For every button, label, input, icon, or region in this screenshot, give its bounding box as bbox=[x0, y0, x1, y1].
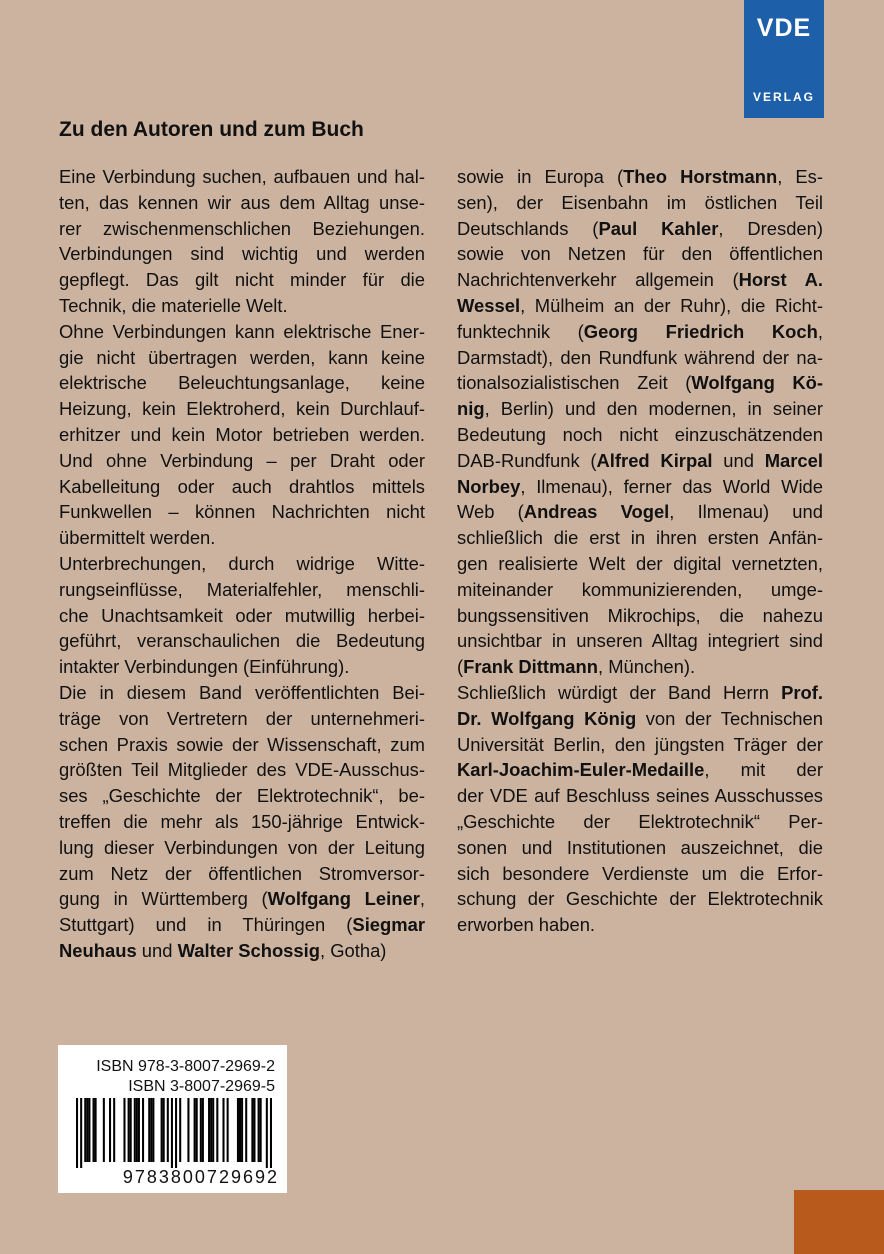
author-name: Wolfgang Leiner bbox=[267, 888, 420, 910]
text-run: miteinander kommunizierenden, umge- bbox=[457, 578, 823, 600]
text-line bbox=[59, 190, 425, 216]
barcode-bar bbox=[253, 1098, 255, 1162]
isbn-barcode bbox=[58, 1045, 287, 1193]
text-line bbox=[59, 732, 425, 758]
barcode-bar bbox=[187, 1098, 189, 1162]
text-line bbox=[59, 680, 425, 706]
barcode-bar bbox=[138, 1098, 140, 1162]
barcode-bar bbox=[258, 1098, 260, 1162]
author-name: Prof. bbox=[781, 681, 823, 703]
barcode-bar bbox=[237, 1098, 239, 1162]
text-line bbox=[59, 474, 425, 500]
text-column-right bbox=[457, 164, 823, 938]
text-run: , Mülheim an der Ruhr), die Richt- bbox=[520, 294, 823, 316]
isbn-10: ISBN 3-8007-2969-5 bbox=[128, 1078, 275, 1095]
text-line bbox=[59, 422, 425, 448]
logo-subtitle: VERLAG bbox=[752, 90, 815, 104]
text-line bbox=[457, 499, 823, 525]
author-name: Siegmar bbox=[352, 914, 425, 936]
text-line bbox=[59, 216, 425, 242]
text-line bbox=[457, 628, 823, 654]
barcode-bar bbox=[161, 1098, 163, 1162]
text-run: Verbindungen sind wichtig und werden bbox=[59, 243, 425, 265]
text-line bbox=[59, 448, 425, 474]
text-run: zum Netz der öffentlichen Stromversor- bbox=[59, 862, 425, 884]
author-name: Paul Kahler bbox=[598, 217, 719, 239]
text-run: , mit der bbox=[704, 759, 823, 781]
text-run: von der Technischen bbox=[636, 707, 823, 729]
text-run: größten Teil Mitglieder des VDE-Ausschus- bbox=[59, 759, 425, 781]
author-name: Marcel bbox=[764, 449, 823, 471]
text-run: Schließlich würdigt der Band Herrn bbox=[457, 681, 782, 703]
author-name: Georg Friedrich Koch bbox=[583, 320, 818, 342]
barcode-bar bbox=[196, 1098, 198, 1162]
barcode-bar bbox=[80, 1098, 82, 1168]
text-line bbox=[59, 654, 425, 680]
text-run: treffen die mehr als 150-jährige Entwick- bbox=[59, 810, 425, 832]
barcode-bar bbox=[103, 1098, 105, 1162]
text-run: ses „Geschichte der Elektrotechnik“, be- bbox=[59, 785, 425, 807]
barcode-bar bbox=[241, 1098, 243, 1162]
author-name: Andreas Vogel bbox=[523, 501, 670, 523]
barcode-bar bbox=[136, 1098, 138, 1162]
text-run: Eine Verbindung suchen, aufbauen und hal- bbox=[59, 166, 425, 187]
text-line bbox=[457, 319, 823, 345]
logo-mark: VDE bbox=[756, 14, 812, 42]
text-line bbox=[457, 680, 823, 706]
barcode-bar bbox=[260, 1098, 262, 1162]
text-run: gen realisierte Welt der digital vernetzten, bbox=[457, 552, 823, 574]
text-line bbox=[59, 861, 425, 887]
barcode-bar bbox=[212, 1098, 214, 1162]
text-run: Bedeutung noch nicht einzuschätzenden bbox=[457, 423, 823, 445]
text-line bbox=[457, 474, 823, 500]
text-run: ( bbox=[457, 656, 464, 678]
text-run: erhitzer und kein Motor betrieben werden. bbox=[59, 423, 425, 445]
text-run: Die in diesem Band veröffentlichten Bei- bbox=[59, 681, 425, 703]
text-line bbox=[457, 448, 823, 474]
text-run: funktechnik ( bbox=[457, 320, 584, 342]
text-run: Heizung, kein Elektroherd, kein Durchlauf- bbox=[59, 398, 425, 420]
barcode-digits: 9783800729692 bbox=[122, 1167, 279, 1187]
barcode-bar bbox=[171, 1098, 173, 1168]
text-line bbox=[457, 396, 823, 422]
barcode-bar bbox=[152, 1098, 154, 1162]
barcode-bar bbox=[245, 1098, 247, 1162]
author-name: Wolfgang Kö- bbox=[691, 372, 823, 394]
text-line bbox=[59, 370, 425, 396]
barcode-bar bbox=[216, 1098, 218, 1162]
text-line bbox=[59, 319, 425, 345]
text-line bbox=[457, 809, 823, 835]
text-line bbox=[59, 345, 425, 371]
text-line bbox=[59, 525, 425, 551]
text-line bbox=[59, 499, 425, 525]
vde-verlag-logo bbox=[744, 0, 824, 118]
text-line bbox=[59, 757, 425, 783]
text-run: und bbox=[712, 449, 765, 471]
author-name: Norbey bbox=[457, 475, 521, 497]
text-run: Kabelleitung oder auch drahtlos mittels bbox=[59, 475, 425, 497]
text-line bbox=[457, 603, 823, 629]
text-line bbox=[59, 603, 425, 629]
text-run: „Geschichte der Elektrotechnik“ Per- bbox=[457, 810, 823, 832]
barcode-bar bbox=[179, 1098, 181, 1162]
text-line bbox=[59, 938, 425, 964]
section-heading: Zu den Autoren und zum Buch bbox=[59, 118, 364, 141]
text-line bbox=[457, 164, 823, 190]
text-line bbox=[457, 293, 823, 319]
barcode-bar bbox=[109, 1098, 111, 1162]
author-name: Walter Schossig bbox=[177, 939, 320, 961]
isbn-13: ISBN 978-3-8007-2969-2 bbox=[96, 1058, 275, 1075]
text-run: gung in Württemberg ( bbox=[59, 888, 268, 910]
text-line bbox=[457, 525, 823, 551]
text-line bbox=[457, 345, 823, 371]
text-run: schließlich die erst in ihren ersten Anfän- bbox=[457, 527, 823, 549]
barcode-bar bbox=[208, 1098, 210, 1162]
text-run: , Ilmenau), ferner das World Wide bbox=[520, 475, 823, 497]
author-name: Horst A. bbox=[738, 269, 823, 291]
barcode-bar bbox=[93, 1098, 95, 1162]
barcode-bar bbox=[227, 1098, 229, 1162]
text-line bbox=[59, 886, 425, 912]
text-run: Technik, die materielle Welt. bbox=[59, 294, 288, 316]
text-run: sowie in Europa ( bbox=[457, 166, 624, 187]
author-name: nig bbox=[457, 398, 485, 420]
text-run: , Berlin) und den modernen, in seiner bbox=[484, 398, 823, 420]
text-line bbox=[457, 654, 823, 680]
barcode-bar bbox=[202, 1098, 204, 1162]
author-name: Theo Horstmann bbox=[623, 166, 778, 187]
barcode-bar bbox=[128, 1098, 130, 1162]
text-line bbox=[59, 706, 425, 732]
text-run: übermittelt werden. bbox=[59, 527, 216, 549]
barcode-bar bbox=[123, 1098, 125, 1162]
text-line bbox=[457, 886, 823, 912]
text-run: Nachrichtenverkehr allgemein ( bbox=[457, 269, 739, 291]
text-line bbox=[457, 370, 823, 396]
text-run: , bbox=[419, 888, 425, 910]
text-line bbox=[457, 835, 823, 861]
barcode-bar bbox=[95, 1098, 97, 1162]
text-run: , Es- bbox=[777, 166, 823, 187]
text-run: Und ohne Verbindung – per Draht oder bbox=[59, 449, 425, 471]
text-run: erworben haben. bbox=[457, 914, 596, 936]
author-name: Neuhaus bbox=[59, 939, 137, 961]
text-run: che Unachtsamkeit oder mutwillig herbei- bbox=[59, 604, 425, 626]
text-run: sowie von Netzen für den öffentlichen bbox=[457, 243, 823, 265]
text-run: bungssensitiven Mikrochips, die nahezu bbox=[457, 604, 823, 626]
barcode-bar bbox=[194, 1098, 196, 1162]
barcode-bar bbox=[86, 1098, 88, 1162]
text-line bbox=[457, 551, 823, 577]
text-run: , bbox=[817, 320, 823, 342]
barcode-bar bbox=[163, 1098, 165, 1162]
text-line bbox=[59, 577, 425, 603]
barcode-bar bbox=[150, 1098, 152, 1162]
barcode-bar bbox=[148, 1098, 150, 1162]
text-line bbox=[457, 241, 823, 267]
text-line bbox=[457, 267, 823, 293]
text-line bbox=[59, 267, 425, 293]
text-run: DAB-Rundfunk ( bbox=[457, 449, 597, 471]
author-name: Dr. Wolfgang König bbox=[457, 707, 637, 729]
text-run: sonen und Institutionen auszeichnet, die bbox=[457, 836, 823, 858]
text-run: Web ( bbox=[457, 501, 524, 523]
barcode-bar bbox=[142, 1098, 144, 1162]
text-line bbox=[457, 757, 823, 783]
text-run: , München). bbox=[598, 656, 696, 678]
text-line bbox=[59, 551, 425, 577]
text-line bbox=[59, 783, 425, 809]
barcode-bar bbox=[175, 1098, 177, 1168]
text-line bbox=[457, 861, 823, 887]
text-line bbox=[59, 396, 425, 422]
text-run: Deutschlands ( bbox=[457, 217, 599, 239]
author-name: Frank Dittmann bbox=[463, 656, 599, 678]
text-column-left bbox=[59, 164, 425, 964]
text-line bbox=[457, 216, 823, 242]
text-run: sich besondere Verdienste um die Erfor- bbox=[457, 862, 823, 884]
text-line bbox=[59, 628, 425, 654]
barcode-bar bbox=[84, 1098, 86, 1162]
text-run: lung dieser Verbindungen von der Leitung bbox=[59, 836, 425, 858]
text-run: , Gotha) bbox=[319, 939, 387, 961]
barcode-bar bbox=[200, 1098, 202, 1162]
text-line bbox=[59, 293, 425, 319]
barcode-bar bbox=[134, 1098, 136, 1162]
text-run: , Ilmenau) und bbox=[669, 501, 823, 523]
text-run: schung der Geschichte der Elektrotechnik bbox=[457, 888, 823, 910]
text-line bbox=[59, 241, 425, 267]
text-run: Darmstadt), den Rundfunk während der na- bbox=[457, 346, 823, 368]
author-name: Wessel bbox=[457, 294, 521, 316]
text-line bbox=[59, 164, 425, 190]
barcode-bar bbox=[130, 1098, 132, 1162]
text-run: gepflegt. Das gilt nicht minder für die bbox=[59, 269, 425, 291]
text-line bbox=[59, 835, 425, 861]
text-run: rer zwischenmenschlichen Beziehungen. bbox=[59, 217, 425, 239]
text-line bbox=[59, 809, 425, 835]
barcode-bar bbox=[76, 1098, 78, 1168]
corner-color-block bbox=[794, 1190, 884, 1254]
text-run: träge von Vertretern der unternehmeri- bbox=[59, 707, 425, 729]
barcode-bars bbox=[76, 1098, 272, 1168]
text-run: Universität Berlin, den jüngsten Träger der bbox=[457, 733, 823, 755]
barcode-bar bbox=[210, 1098, 212, 1162]
barcode-bar bbox=[266, 1098, 268, 1168]
text-run: intakter Verbindungen (Einführung). bbox=[59, 656, 350, 678]
barcode-bar bbox=[167, 1098, 169, 1162]
text-line bbox=[457, 783, 823, 809]
text-line bbox=[457, 190, 823, 216]
barcode-bar bbox=[222, 1098, 224, 1162]
text-run: unsichtbar in unseren Alltag integriert sind bbox=[457, 630, 823, 652]
text-line bbox=[457, 422, 823, 448]
text-run: schen Praxis sowie der Wissenschaft, zum bbox=[59, 733, 425, 755]
text-line bbox=[59, 912, 425, 938]
text-run: tionalsozialistischen Zeit ( bbox=[457, 372, 692, 394]
text-run: rungseinflüsse, Materialfehler, menschli- bbox=[59, 578, 425, 600]
text-run: sen), der Eisenbahn im östlichen Teil bbox=[457, 191, 823, 213]
text-run: Funkwellen – können Nachrichten nicht bbox=[59, 501, 425, 523]
barcode-bar bbox=[239, 1098, 241, 1162]
text-run: Unterbrechungen, durch widrige Witte- bbox=[59, 552, 425, 574]
text-run: der VDE auf Beschluss seines Ausschusses bbox=[457, 785, 823, 807]
text-run: Ohne Verbindungen kann elektrische Ener- bbox=[59, 320, 425, 342]
barcode-bar bbox=[88, 1098, 90, 1162]
barcode-bar bbox=[270, 1098, 272, 1168]
text-run: geführt, veranschaulichen die Bedeutung bbox=[59, 630, 425, 652]
text-line bbox=[457, 732, 823, 758]
author-name: Alfred Kirpal bbox=[596, 449, 713, 471]
text-run: elektrische Beleuchtungsanlage, keine bbox=[59, 372, 425, 394]
text-line bbox=[457, 912, 823, 938]
author-name: Karl-Joachim-Euler-Medaille bbox=[457, 759, 705, 781]
text-run: ten, das kennen wir aus dem Alltag unse- bbox=[59, 191, 425, 213]
text-run: gie nicht übertragen werden, kann keine bbox=[59, 346, 425, 368]
text-run: , Dresden) bbox=[718, 217, 823, 239]
barcode-bar bbox=[113, 1098, 115, 1162]
text-run: Stuttgart) und in Thüringen ( bbox=[59, 914, 353, 936]
text-line bbox=[457, 577, 823, 603]
text-line bbox=[457, 706, 823, 732]
text-run: und bbox=[136, 939, 178, 961]
barcode-bar bbox=[251, 1098, 253, 1162]
